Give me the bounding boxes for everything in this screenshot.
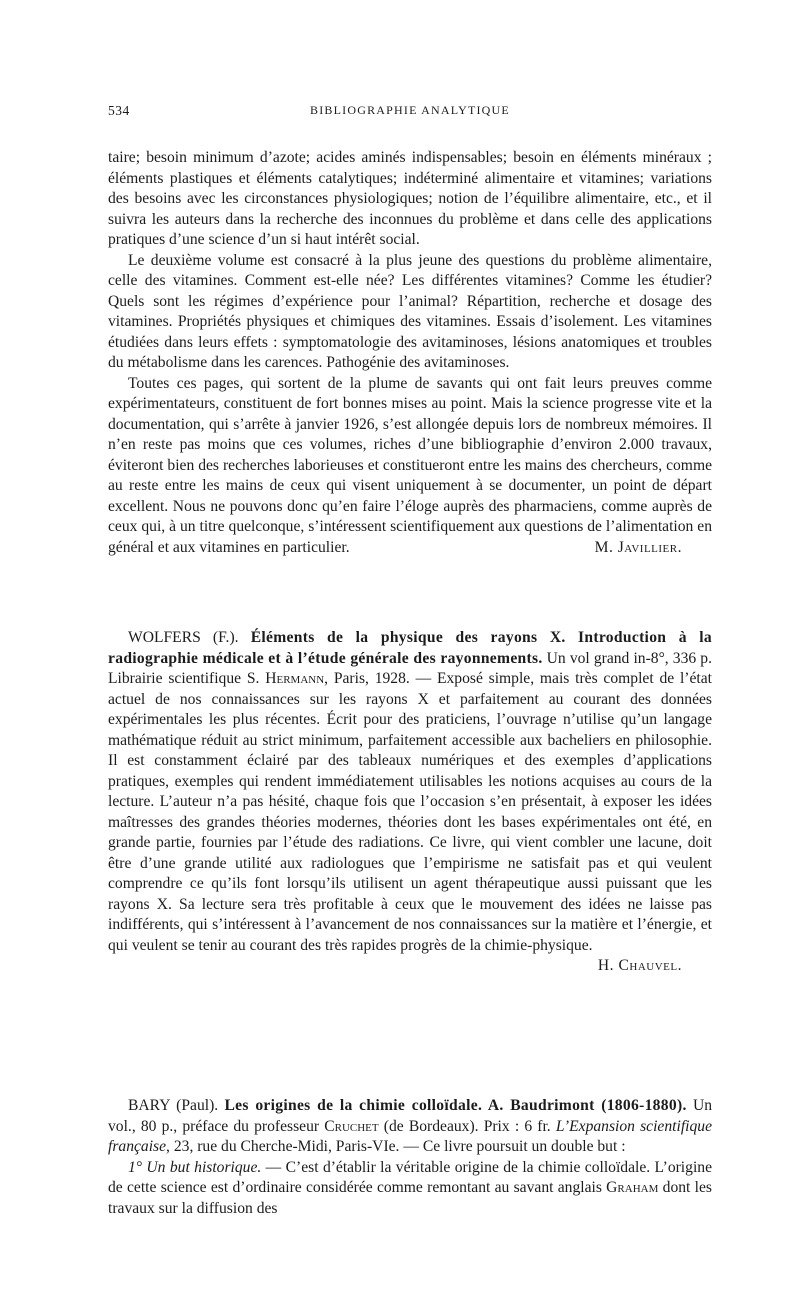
review3-entry [108,1096,712,1158]
review1-paragraph-1: taire; besoin minimum d’azote; acides aminés indispensables; besoin en éléments minéraux ; éléments plastiques et éléments catalytiques; indéterminé alimentaire et vitamines; variations des besoins avec les circonstances physiologiques; notion de l’équilibre alimentaire, etc., et il suivra les auteurs dans la recherche des inconnues du problème et dans celle des applications pratiques d’une science d’un si haut intérêt social. [108,149,712,248]
review3-title: Les origines de la chimie colloïdale. A. Baudrimont (1806-1880). [224,1097,687,1114]
review3-author: BARY (Paul). [128,1097,219,1114]
review1-paragraph-3-text: Toutes ces pages, qui sortent de la plume de savants qui ont fait leurs preuves comme expérimentateurs, constituent de fort bonnes mises au point. Mais la science progresse vite et la documentation, qui s’arrête à janvier 1926, s’est allongée depuis lors de nombreux mémoires. Il n’en reste pas moins que ces volumes, riches d’une bibliographie d’environ 2.000 travaux, éviteront bien des recherches laborieuses et constitueront entre les mains des chercheurs, comme au reste entre les mains de ceux qui visent uniquement à se documenter, un point de départ excellent. Nous ne pouvons donc qu’en faire l’éloge auprès des pharmaciens, comme auprès de ceux qui, à un titre quelconque, s’intéressent scientifiquement aux questions de l’alimentation en général et aux vitamines en particulier. [108,374,712,556]
review1-paragraph-3 [108,374,712,559]
review3-point-1-tail: dont les travaux sur la diffusion des [108,1179,712,1217]
review2-body: Exposé simple, mais très complet de l’état actuel de nos connaissances sur les rayons X et parfaitement au courant des données expérimentales les plus récentes. Écrit pour des praticiens, l’ouvrage n’utilise qu’un langage mathématique réduit au strict minimum, parfaitement accessible aux bacheliers en philosophie. Il est constamment éclairé par des tableaux numériques et des exemples d’applications pratiques, exemples qui rendent immédiatement utilisables les notions acquises au cours de la lecture. L’auteur n’a pas hésité, chaque fois que l’occasion s’en présentait, à exposer les idées maîtresses des grandes théories modernes, théories dont les bases expérimentales ont été, en grande partie, fournies par l’étude des radiations. Ce livre, qui vient combler une lacune, doit être d’une grande utilité aux radiologues que l’empirisme ne satisfait pas et qui veulent comprendre ce qu’ils font lorsqu’ils utilisent un agent thérapeutique aussi puissant que les rayons X. Sa lecture sera très profitable à ceux que le mouvement des idées ne laisse pas indifférents, qui s’intéressent à l’avancement de nos connaissances sur la matière et l’énergie, et qui veulent se tenir au courant des très rapides progrès de la chimie-physique. [108,670,712,954]
review2-title: Éléments de la physique des rayons X. Introduction à la radiographie médicale et à l’étude générale des rayonnements. [108,629,712,667]
review3-point-1-name: Graham [606,1179,659,1196]
review3-point-1-text: — C’est d’établir la véritable origine de la chimie colloïdale. L’origine de cette science est d’ordinaire considérée comme remontant au savant anglais [108,1158,712,1196]
review1-signature: M. Javillier. [594,538,682,556]
running-header [108,103,712,121]
review2-publication-post: , Paris, 1928. — [324,670,437,687]
review2-publication-pre: Un vol grand in-8°, 336 p. Librairie scientifique S. [108,649,712,687]
page-number: 534 [108,103,130,118]
review3-publication-post: , 23, rue du Cherche-Midi, Paris-VIe. — Ce livre poursuit un double but : [166,1138,626,1155]
review3-publication-pre: Un vol., 80 p., préface du professeur [108,1097,712,1135]
review3-publication-mid: (de Bordeaux). Prix : 6 fr. [378,1117,556,1135]
review3-imprint: L’Expansion scientifique française [108,1117,712,1155]
review-wolfers [108,628,712,977]
review2-publisher: Hermann [265,670,325,687]
review3-point-1-label: 1° Un but historique. [128,1158,262,1176]
review1-paragraph-2: Le deuxième volume est consacré à la plus jeune des questions du problème alimentaire, celle des vitamines. Comment est-elle née? Les différentes vitamines? Comme les étudier? Quels sont les régimes d’expérience pour l’animal? Répartition, recherche et dosage des vitamines. Propriétés physiques et chimiques des vitamines. Essais d’isolement. Les vitamines étudiées dans leurs effets : symptomatologie des avitaminoses, lésions anatomiques et troubles du métabolisme dans les carences. Pathogénie des avitaminoses. [108,251,712,371]
review2-author: WOLFERS (F.). [128,629,239,646]
review2-entry [108,628,712,977]
running-title: BIBLIOGRAPHIE ANALYTIQUE [310,103,510,117]
review2-signature: H. Chauvel. [597,957,682,974]
review-bary [108,1096,712,1219]
review-vitamines [108,148,712,558]
review3-prefacer: Cruchet [324,1117,379,1135]
review3-point-1 [108,1158,712,1220]
